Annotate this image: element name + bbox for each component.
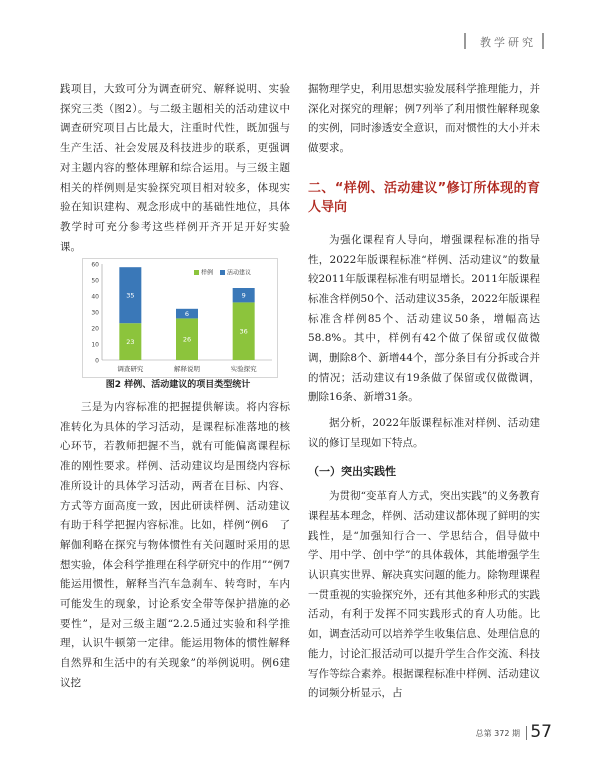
right-column	[308, 80, 540, 704]
bar-value-label: 26	[182, 335, 192, 344]
bar-value-label: 9	[241, 291, 246, 300]
paragraph: 为强化课程育人导向，增强课程标准的指导性，2022年版课程标准“样例、活动建议”的数量较2011年版课程标准有明显增长。2011年版课程标准含样例50个、活动建议35条，2022年版课程标准含样例85个、活动建议50条，增幅高达58.8%。其中，样例有42个做了保留或仅做微调，删除8个、新增44个，部分条目有分拆或合并的情况；活动建议有19条做了保留或仅做微调，删除16条、新增31条。	[308, 233, 540, 404]
paragraph: 掘物理学史，利用思想实验发展科学推理能力，并深化对探究的理解；例7列举了利用惯性解释现象的实例，同时渗透安全意识，而对惯性的大小并未做要求。	[308, 83, 540, 155]
header-divider-right	[542, 33, 544, 49]
y-tick-label: 20	[91, 325, 99, 333]
x-category-label: 调查研究	[117, 365, 144, 373]
header-divider-left	[464, 33, 466, 49]
bar-value-label: 6	[184, 310, 190, 319]
x-category-label: 实验探究	[230, 365, 257, 373]
y-tick-label: 50	[91, 277, 99, 285]
issue-number: 总第 372 期	[475, 729, 520, 738]
legend-swatch	[220, 270, 225, 275]
y-tick-label: 30	[91, 309, 99, 317]
bar-value-label: 35	[126, 291, 135, 300]
legend-label: 活动建议	[227, 269, 252, 277]
y-tick-label: 10	[91, 341, 99, 349]
paragraph: 据分析，2022年版课程标准对样例、活动建议的修订呈现如下特点。	[308, 417, 540, 449]
y-tick-label: 60	[91, 261, 99, 269]
paragraph: 践项目，大致可分为调查研究、解释说明、实验探究三类（图2）。与二级主题相关的活动建议中调查研究项目占比最大，注重时代性，既加强与生产生活、社会发展及科技进步的联系，更强调对主题内容的整体理解和综合运用。与三级主题相关的样例则是实验探究项目相对较多，体现实验在知识建构、观念形成中的基础性地位，具体教学时可充分参考这些样例开齐开足开好实验课。	[60, 83, 290, 253]
legend-label: 样例	[201, 269, 214, 277]
figure-caption: 图2 样例、活动建议的项目类型统计	[105, 380, 251, 390]
page-number: 57	[530, 722, 552, 742]
legend-swatch	[194, 270, 199, 275]
paragraph: 为贯彻“变革育人方式，突出实践”的义务教育课程基本理念，样例、活动建议都体现了鲜明的实践性，是“加强知行合一、学思结合，倡导做中学、用中学、创中学”的具体载体，其能增强学生认识真实世界、解决真实问题的能力。除物理课程一贯重视的实验探究外，还有其他多种形式的实践活动，有利于发挥不同实践形式的育人功能。比如，调查活动可以培养学生收集信息、处理信息的能力，讨论汇报活动可以提升学生合作交流、科技写作等综合素养。根据课程标准中样例、活动建议的词频分析显示，占	[308, 490, 540, 700]
subheading: （一）突出实践性	[308, 464, 396, 478]
x-category-label: 解释说明	[174, 365, 200, 373]
left-column-bottom	[60, 398, 301, 694]
footer-divider	[526, 726, 527, 740]
section-header: 教学研究	[480, 36, 536, 49]
bar-value-label: 23	[126, 338, 135, 347]
section-heading: 二、“样例、活动建议”修订所体现的育人导向	[308, 180, 540, 215]
figure-2-chart	[82, 258, 278, 378]
left-column-top	[60, 80, 290, 257]
paragraph: 三是为内容标准的把握提供解读。将内容标准转化为具体的学习活动，是课程标准落地的核心环节，若教师把握不当，就有可能偏离课程标准的刚性要求。样例、活动建议均是围绕内容标准所设计的具体学习活动，两者在目标、内容、方式等方面高度一致，因此研读样例、活动建议有助于科学把握内容标准。比如，样例“例6 了解伽利略在探究与物体惯性有关问题时采用的思想实验，体会科学推理在科学研究中的作用”“例7 能运用惯性，解释当汽车急刹车、转弯时，车内可能发生的现象，讨论系安全带等保护措施的必要性”，是对三级主题“2.2.5通过实验和科学推理，认识牛顿第一定律。能运用物体的惯性解释自然界和生活中的有关现象”的举例说明。例6建议挖	[60, 401, 301, 689]
stacked-bar-chart	[82, 258, 278, 378]
bar-value-label: 36	[239, 327, 248, 336]
y-tick-label: 40	[91, 293, 99, 301]
y-tick-label: 0	[95, 357, 99, 365]
